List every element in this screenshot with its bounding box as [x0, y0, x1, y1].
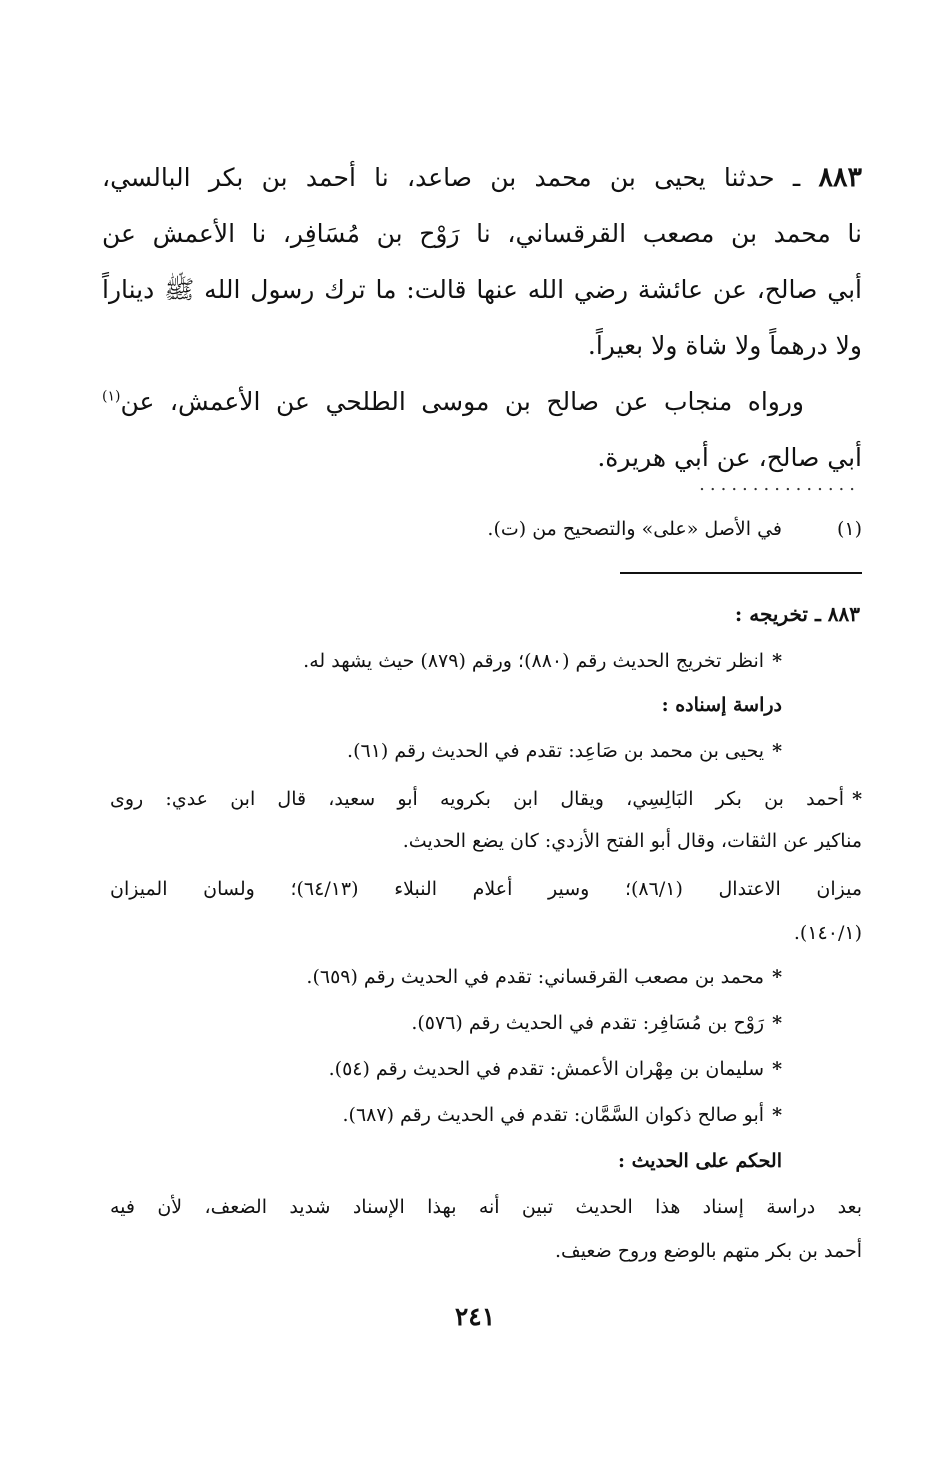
ruling-heading: الحكم على الحديث :: [617, 1150, 782, 1172]
narrator-continuation: مناكير عن الثقات، وقال أبو الفتح الأزدي: كان يضع الحديث.: [402, 830, 862, 852]
footnote-reference[interactable]: (١): [102, 388, 121, 405]
ruling-text: بعد دراسة إسناد هذا الحديث تبين أنه بهذا الإسناد شديد الضعف، لأن فيه: [110, 1196, 862, 1218]
narrator-item: [110, 1058, 782, 1080]
footnote-number: (١): [836, 518, 862, 540]
bullet-icon: *: [772, 1012, 782, 1034]
takhrij-heading: [110, 602, 860, 626]
narrator-text: يحيى بن محمد بن صَاعِد: تقدم في الحديث رقم (٦١).: [347, 740, 765, 762]
hadith-line: ولا درهماً ولا شاة ولا بعيراً.: [587, 331, 862, 360]
narrator-text: أبو صالح ذكوان السَّمَّان: تقدم في الحديث رقم (٦٨٧).: [342, 1104, 765, 1126]
narrator-item: [110, 966, 782, 988]
takhrij-line: [110, 650, 782, 672]
narrator-item: [110, 740, 782, 762]
takhrij-number: ٨٨٣ ـ: [814, 602, 860, 626]
hadith-text: [102, 150, 862, 486]
narrator-item: [110, 788, 862, 810]
isnad-heading: دراسة إسناده :: [661, 694, 782, 716]
narrator-item: [110, 1012, 782, 1034]
takhrij-text: انظر تخريج الحديث رقم (٨٨٠)؛ ورقم (٨٧٩) حيث يشهد له.: [303, 650, 765, 672]
hadith-line: [102, 150, 862, 206]
narrator-text: سليمان بن مِهْران الأعمش: تقدم في الحديث رقم (٥٤).: [328, 1058, 765, 1080]
narrator-text: أحمد بن بكر البَالِسِي، ويقال ابن بكرويه أبو سعيد، قال ابن عدي: روى: [110, 788, 845, 810]
hadith-line: نا محمد بن مصعب القرقساني، نا رَوْح بن مُسَافِر، نا الأعمش عن: [102, 219, 862, 248]
takhrij-title: تخريجه :: [734, 602, 808, 626]
hadith-line-text: ـ حدثنا يحيى بن محمد بن صاعد، نا أحمد بن بكر البالسي،: [102, 163, 801, 192]
hadith-line: أبي صالح، عن عائشة رضي الله عنها قالت: ما ترك رسول الله ﷺ ديناراً: [102, 275, 862, 304]
hadith-line-text: ورواه منجاب عن صالح بن موسى الطلحي عن الأعمش، عن: [120, 387, 804, 416]
sources-line: (١٤٠/١).: [793, 922, 862, 944]
bullet-icon: *: [772, 966, 782, 988]
bullet-icon: *: [772, 1104, 782, 1126]
narrator-item: [110, 1104, 782, 1126]
bullet-icon: *: [772, 1058, 782, 1080]
ruling-text: أحمد بن بكر متهم بالوضع وروح ضعيف.: [554, 1240, 862, 1262]
narrator-text: محمد بن مصعب القرقساني: تقدم في الحديث رقم (٦٥٩).: [306, 966, 765, 988]
footnote-text: في الأصل «على» والتصحيح من (ت).: [487, 518, 782, 540]
sources-line: ميزان الاعتدال (٨٦/١)؛ وسير أعلام النبلاء (٦٤/١٣)؛ ولسان الميزان: [110, 878, 862, 900]
section-divider: [620, 572, 862, 574]
hadith-line: أبي صالح، عن أبي هريرة.: [597, 443, 862, 472]
hadith-line: [102, 374, 862, 430]
bullet-icon: *: [852, 788, 862, 810]
bullet-icon: *: [772, 650, 782, 672]
page-number: ٢٤١: [454, 1302, 496, 1331]
bullet-icon: *: [772, 740, 782, 762]
footnote-separator-dots: ...............: [699, 474, 860, 494]
hadith-number: ٨٨٣: [818, 162, 862, 193]
footnote: [102, 512, 862, 546]
narrator-text: رَوْح بن مُسَافِر: تقدم في الحديث رقم (٥٧٦).: [411, 1012, 765, 1034]
